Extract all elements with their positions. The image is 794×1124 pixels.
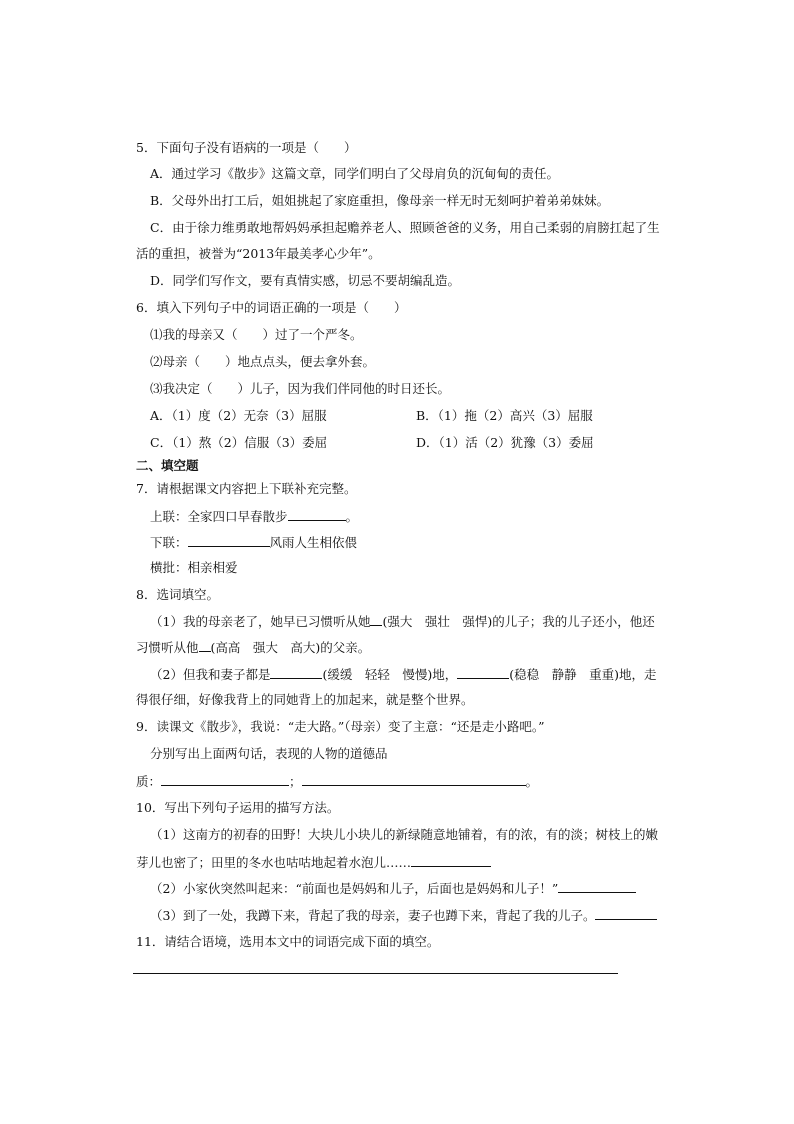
q5-option-c-line1: C．由于徐力维勇敢地帮妈妈承担起赡养老人、照顾爸爸的义务，用自己柔弱的肩膀扛起了生	[150, 220, 660, 235]
q5-stem: 5．下面句子没有语病的一项是（ ）	[136, 140, 357, 155]
q5-option-b: B．父母外出打工后，姐姐挑起了家庭重担，像母亲一样无时无刻呵护着弟弟妹妹。	[150, 193, 610, 208]
q11-stem: 11．请结合语境，选用本文中的词语完成下面的填空。	[136, 934, 440, 949]
q10-s1-text: 芽儿也密了；田里的冬水也咕咕地起着水泡儿……	[136, 855, 412, 870]
q7-lower-couplet	[150, 534, 357, 551]
q9-stem: 9．读课文《散步》，我说：“走大路。”（母亲）变了主意：“还是走小路吧。”	[136, 719, 545, 734]
q10-s3-blank[interactable]	[595, 907, 657, 920]
q7-upper-text: 上联：全家四口早春散步	[150, 509, 288, 524]
q11-answer-line[interactable]	[133, 973, 618, 974]
q5-option-c-line2: 活的重担，被誉为“2013年最美孝心少年”。	[136, 246, 381, 261]
q7-upper-couplet	[150, 508, 358, 525]
q10-s1-line1: （1）这南方的初春的田野！大块儿小块儿的新绿随意地铺着，有的浓，有的淡；树枝上的嫩	[150, 827, 658, 842]
q8-p1-text-c: 习惯听从他	[136, 640, 199, 655]
q10-s3-line	[150, 907, 657, 924]
q6-sentence-2: ⑵母亲（ ）地点点头，便去拿外套。	[150, 354, 376, 369]
q9-label: 质：	[136, 774, 162, 789]
q8-p1-blank-1[interactable]	[370, 613, 382, 626]
q8-p2-blank-2[interactable]	[457, 666, 509, 679]
q8-p2-blank-1[interactable]	[270, 666, 322, 679]
q8-p1-text-b: (强大 强壮 强悍)的儿子；我的儿子还小，他还	[382, 614, 655, 629]
q8-p1-text-d: (高高 强大 高大)的父亲。	[210, 640, 371, 655]
q6-sentence-1: ⑴我的母亲又（ ）过了一个严冬。	[150, 327, 363, 342]
q7-lower-label: 下联：	[150, 535, 188, 550]
q8-p2-line2: 得很仔细，好像我背上的同她背上的加起来，就是整个世界。	[136, 692, 474, 707]
q9-blank-1[interactable]	[161, 773, 289, 786]
q6-option-b: B．（1）拖（2）高兴（3）屈服	[416, 408, 593, 423]
q9-line2: 分别写出上面两句话，表现的人物的道德品	[150, 746, 388, 761]
q10-s2-text: （2）小家伙突然叫起来：“前面也是妈妈和儿子，后面也是妈妈和儿子！”	[150, 881, 559, 896]
q9-line3	[136, 773, 538, 790]
q10-s1-line2	[136, 854, 491, 871]
q9-separator: ；	[289, 774, 302, 789]
q8-p2-text-c: (稳稳 静静 重重)地，走	[509, 667, 657, 682]
q8-stem: 8．选词填空。	[136, 587, 219, 602]
q8-p2-line1	[150, 666, 657, 683]
q8-p1-blank-2[interactable]	[199, 639, 211, 652]
q8-p2-text-a: （2）但我和妻子都是	[150, 667, 271, 682]
q7-lower-text: 风雨人生相依偎	[269, 535, 358, 550]
q10-s2-blank[interactable]	[558, 880, 636, 893]
q7-upper-end: 。	[345, 509, 359, 524]
q8-p1-line2	[136, 639, 370, 656]
q6-option-a: A．（1）度（2）无奈（3）屈服	[150, 408, 327, 423]
q5-option-a: A．通过学习《散步》这篇文章，同学们明白了父母肩负的沉甸甸的责任。	[150, 166, 560, 181]
q7-banner: 横批：相亲相爱	[150, 560, 238, 575]
q10-s2-line	[150, 880, 636, 897]
q8-p1-line1	[150, 613, 655, 630]
q7-upper-blank[interactable]	[288, 508, 346, 521]
q7-stem: 7．请根据课文内容把上下联补充完整。	[136, 481, 357, 496]
q6-sentence-3: ⑶我决定（ ）儿子，因为我们伴同他的时日还长。	[150, 381, 451, 396]
q10-stem: 10．写出下列句子运用的描写方法。	[136, 800, 340, 815]
q6-stem: 6．填入下列句子中的词语正确的一项是（ ）	[136, 300, 407, 315]
section-heading: 二、填空题	[136, 458, 199, 473]
q9-end: 。	[525, 774, 539, 789]
q10-s3-text: （3）到了一处，我蹲下来，背起了我的母亲，妻子也蹲下来，背起了我的儿子。	[150, 908, 596, 923]
q5-option-d: D．同学们写作文，要有真情实感，切忌不要胡编乱造。	[150, 273, 461, 288]
q9-blank-2[interactable]	[302, 773, 526, 786]
q8-p2-text-b: (缓缓 轻轻 慢慢)地，	[322, 667, 458, 682]
q10-s1-blank[interactable]	[411, 854, 491, 867]
q6-option-d: D．（1）活（2）犹豫（3）委屈	[416, 435, 594, 450]
q8-p1-text-a: （1）我的母亲老了，她早已习惯听从她	[150, 614, 371, 629]
q6-option-c: C．（1）熬（2）信服（3）委屈	[150, 435, 328, 450]
q7-lower-blank[interactable]	[188, 534, 270, 547]
